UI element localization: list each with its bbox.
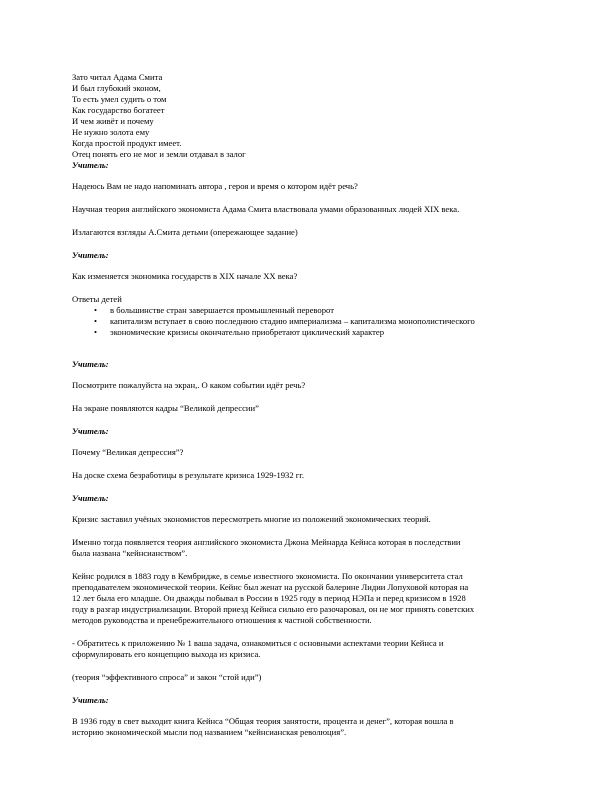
paragraph: Надеюсь Вам не надо напоминать автора , героя и время о котором идёт речь? [72,181,358,191]
bullet-icon: • [94,316,98,326]
paragraph: На экране появляются кадры “Великой депрессии” [72,403,259,413]
paragraph-line: была названа “кейнсианством”. [72,548,188,558]
paragraph-line: историю экономической мысли под названием “кейнсианская революция”. [72,727,347,737]
paragraph-line: сформулировать его концепцию выхода из кризиса. [72,649,261,659]
paragraph [72,571,532,626]
bullet-icon: • [94,327,98,337]
paragraph: Ответы детей [72,294,122,304]
bullet-icon: • [94,305,98,315]
paragraph [72,537,532,559]
list-item-text: экономические кризисы окончательно приобретают циклический характер [110,327,385,337]
poem-line: Когда простой продукт имеет. [72,138,182,148]
paragraph-line: методов руководства и пренебрежительного отношения к частной собственности. [72,615,372,625]
paragraph [72,716,532,738]
paragraph [72,638,532,660]
list-item [92,327,532,338]
speaker-label: Учитель: [72,160,109,170]
paragraph-line: Именно тогда появляется теория английского экономиста Джона Мейнарда Кейнса которая в последствии [72,537,461,547]
paragraph: Как изменяется экономика государств в XIX начале XX века? [72,271,298,281]
poem-line: Отец понять его не мог и земли отдавал в залог [72,149,246,159]
poem-line: И чем живёт и почему [72,116,154,126]
poem-line: Как государство богатеет [72,105,165,115]
speaker-label: Учитель: [72,426,109,436]
paragraph-line: году в разгар индустриализации. Второй приезд Кейнса сильно его разочаровал, он не мог принять советских [72,604,475,614]
list-item-text: в большинстве стран завершается промышленный переворот [110,305,334,315]
speaker-label: Учитель: [72,250,109,260]
paragraph-line: Кейнс родился в 1883 году в Кембридже, в семье известного экономиста. По окончании университета стал [72,571,463,581]
paragraph: Излагаются взгляды А.Смита детьми (опережающее задание) [72,227,298,237]
speaker-label: Учитель: [72,493,109,503]
paragraph: Посмотрите пожалуйста на экран,. О каком событии идёт речь? [72,380,306,390]
poem-line: Не нужно золота ему [72,127,150,137]
paragraph: (теория “эффективного спроса” и закон “стой иди”) [72,672,262,682]
poem-line: То есть умел судить о том [72,94,167,104]
speaker-label: Учитель: [72,359,109,369]
paragraph-line: - Обратитесь к приложению № 1 ваша задача, ознакомиться с основными аспектами теории Кейнса и [72,638,444,648]
document-page [72,72,532,738]
list-item [92,316,532,327]
list-item [92,305,532,316]
answers-list [72,305,532,338]
paragraph-line: преподавателем экономической теории. Кейнс был женат на русской балерине Лидии Лопуховой которая на [72,582,469,592]
poem-excerpt [72,72,532,160]
speaker-label: Учитель: [72,695,109,705]
paragraph-line: 12 лет была его младше. Он дважды побывал в России в 1925 году в период НЭПа и перед кризисом в 1928 [72,593,466,603]
paragraph: Кризис заставил учёных экономистов пересмотреть многие из положений экономических теорий. [72,514,431,524]
list-item-text: капитализм вступает в свою последнюю стадию империализма – капитализма монополистического [110,316,475,326]
paragraph-line: В 1936 году в свет выходит книга Кейнса “Общая теория занятости, процента и денег”, которая вошла в [72,716,454,726]
paragraph: Научная теория английского экономиста Адама Смита властвовала умами образованных людей XIX века. [72,204,460,214]
poem-line: Зато читал Адама Смита [72,72,163,82]
paragraph: Почему “Великая депрессия”? [72,447,184,457]
poem-line: И был глубокий эконом, [72,83,161,93]
paragraph: На доске схема безработицы в результате кризиса 1929-1932 гг. [72,470,305,480]
